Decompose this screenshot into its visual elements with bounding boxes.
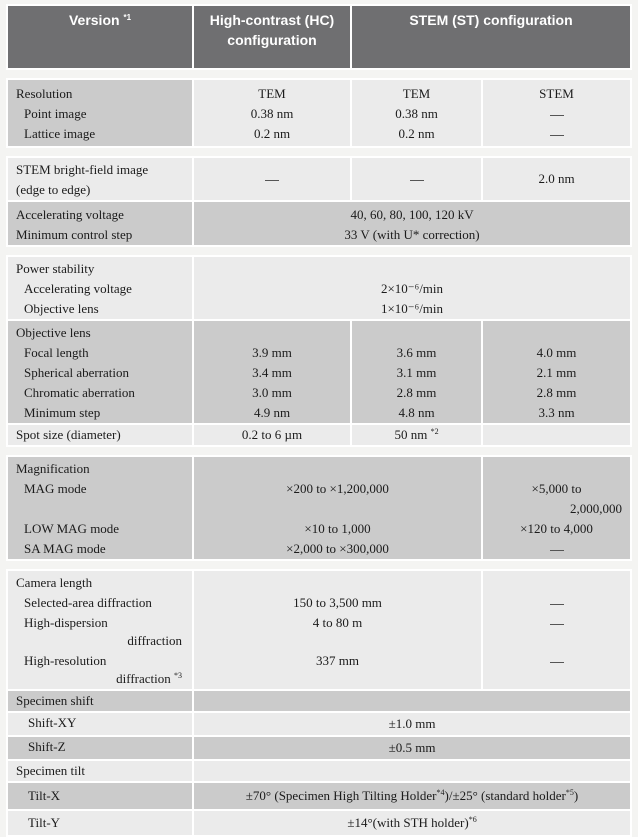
minimum-step-label: Minimum step xyxy=(24,405,101,420)
low-mag-st-value: ×120 to 4,000 xyxy=(520,521,593,536)
hr-value: 337 mm xyxy=(316,653,359,668)
stem-bf-label: STEM bright-field image xyxy=(16,162,149,177)
footnote-ref: *5 xyxy=(565,788,574,797)
min-control-step-label: Minimum control step xyxy=(16,227,133,242)
mag-row xyxy=(7,456,631,560)
power-value-cell xyxy=(193,256,631,320)
hd-label: High-dispersion xyxy=(24,615,108,630)
hc-point-value: 0.38 nm xyxy=(250,106,294,121)
accel-voltage-value: 40, 60, 80, 100, 120 kV xyxy=(350,207,474,222)
chromatic-hc: 3.0 mm xyxy=(252,385,292,400)
lattice-image-label: Lattice image xyxy=(24,126,96,141)
chromatic-aberration-label: Chromatic aberration xyxy=(24,385,135,400)
footnote-ref: *3 xyxy=(174,671,182,680)
resolution-row xyxy=(7,79,631,147)
footnote-ref: *4 xyxy=(436,788,445,797)
resolution-st-stem-cell xyxy=(482,79,631,147)
tilt-x-label: Tilt-X xyxy=(7,782,193,810)
sa-mag-label: SA MAG mode xyxy=(24,541,106,556)
mag-st-cell xyxy=(482,456,631,560)
st-tem-lattice-value: 0.2 nm xyxy=(398,126,435,141)
shift-z-label: Shift-Z xyxy=(7,736,193,760)
mag-value-cell xyxy=(193,456,482,560)
stem-bf-label-cell xyxy=(7,157,193,201)
camera-length-title: Camera length xyxy=(16,575,93,590)
spherical-st-tem: 3.1 mm xyxy=(396,365,437,380)
objective-title: Objective lens xyxy=(16,325,91,340)
shift-z-value: ±0.5 mm xyxy=(193,736,631,760)
camera-row xyxy=(7,570,631,690)
objective-hc-cell xyxy=(193,320,351,424)
mag-mode-value: ×200 to ×1,200,000 xyxy=(286,481,389,496)
tilt-x-text-b: )/±25° (standard holder xyxy=(444,788,566,803)
footnote-ref: *6 xyxy=(468,815,477,824)
sad-value: 150 to 3,500 mm xyxy=(293,595,382,610)
power-stability-title: Power stability xyxy=(16,261,95,276)
objective-st-tem-cell xyxy=(351,320,482,424)
dash-mark xyxy=(550,662,564,663)
objective-st-stem-cell xyxy=(482,320,631,424)
spherical-st-stem: 2.1 mm xyxy=(536,365,577,380)
shift-xy-label: Shift-XY xyxy=(7,712,193,736)
resolution-hc-cell xyxy=(193,79,351,147)
hc-header-line1: High-contrast (HC) xyxy=(209,12,335,28)
st-header xyxy=(351,5,631,69)
hd-label-line2: diffraction xyxy=(127,633,182,648)
specimen-tilt-title: Specimen tilt xyxy=(7,760,193,782)
tilt-y-text: ±14°(with STH holder) xyxy=(347,815,469,830)
hr-label: High-resolution xyxy=(24,653,107,668)
header-row xyxy=(7,5,631,69)
magnification-title: Magnification xyxy=(16,461,90,476)
tilt-title-row xyxy=(7,760,631,782)
camera-value-cell xyxy=(193,570,482,690)
tilt-x-value xyxy=(193,782,631,810)
st-tem-point-value: 0.38 nm xyxy=(395,106,438,121)
dash-mark xyxy=(410,180,424,181)
dash-mark xyxy=(550,550,564,551)
stem-bf-value: 2.0 nm xyxy=(482,157,631,201)
min-control-step-value: 33 V (with U* correction) xyxy=(344,227,480,242)
objective-row xyxy=(7,320,631,424)
resolution-title: Resolution xyxy=(16,86,73,101)
accel-value-cell xyxy=(193,201,631,246)
min-step-st-stem: 3.3 nm xyxy=(538,405,575,420)
spot-st-cell xyxy=(351,424,482,446)
sad-label: Selected-area diffraction xyxy=(24,595,152,610)
shift-title-row xyxy=(7,690,631,712)
st-header-label: STEM (ST) configuration xyxy=(409,12,573,28)
hc-header-line2: configuration xyxy=(227,32,317,48)
chromatic-st-stem: 2.8 mm xyxy=(536,385,577,400)
spec-table xyxy=(6,4,632,837)
accel-label-cell xyxy=(7,201,193,246)
low-mag-value: ×10 to 1,000 xyxy=(304,521,371,536)
hr-label-line2-text: diffraction xyxy=(116,671,171,686)
mag-st-value-line2: 2,000,000 xyxy=(570,501,623,516)
spot-label: Spot size (diameter) xyxy=(7,424,193,446)
hd-value: 4 to 80 m xyxy=(312,615,363,630)
camera-st-cell xyxy=(482,570,631,690)
power-obj-label: Objective lens xyxy=(24,301,99,316)
spot-row xyxy=(7,424,631,446)
stem-bf-sublabel: (edge to edge) xyxy=(16,182,91,197)
dash-mark xyxy=(550,604,564,605)
focal-length-st-stem: 4.0 mm xyxy=(536,345,577,360)
power-label-cell xyxy=(7,256,193,320)
dash-mark xyxy=(550,115,564,116)
version-header xyxy=(7,5,193,69)
spot-st-value: 50 nm xyxy=(394,427,428,442)
hc-header xyxy=(193,5,351,69)
st-stem-head: STEM xyxy=(539,86,574,101)
tilt-y-value xyxy=(193,810,631,836)
tilt-x-row xyxy=(7,782,631,810)
tilt-y-row xyxy=(7,810,631,836)
resolution-label-cell xyxy=(7,79,193,147)
chromatic-st-tem: 2.8 mm xyxy=(396,385,437,400)
mag-st-value-line1: ×5,000 to xyxy=(531,481,582,496)
tilt-x-text-c: ) xyxy=(573,788,579,803)
specimen-shift-title: Specimen shift xyxy=(7,690,193,712)
focal-length-hc: 3.9 mm xyxy=(252,345,292,360)
focal-length-label: Focal length xyxy=(24,345,89,360)
tilt-y-label: Tilt-Y xyxy=(7,810,193,836)
shift-xy-row xyxy=(7,712,631,736)
hc-tem-head: TEM xyxy=(258,86,286,101)
accel-voltage-label: Accelerating voltage xyxy=(16,207,124,222)
sa-mag-value: ×2,000 to ×300,000 xyxy=(286,541,389,556)
camera-label-cell xyxy=(7,570,193,690)
footnote-ref: *1 xyxy=(123,13,132,22)
stem-bf-row xyxy=(7,157,631,201)
point-image-label: Point image xyxy=(24,106,87,121)
power-row xyxy=(7,256,631,320)
dash-mark xyxy=(550,135,564,136)
accel-row xyxy=(7,201,631,246)
footnote-ref: *2 xyxy=(430,427,439,436)
version-label: Version xyxy=(68,12,120,28)
power-obj-value: 1×10⁻⁶/min xyxy=(380,301,444,316)
min-step-hc: 4.9 nm xyxy=(253,405,291,420)
st-tem-head: TEM xyxy=(402,86,431,101)
hr-label-line2 xyxy=(16,669,192,689)
focal-length-st-tem: 3.6 mm xyxy=(396,345,437,360)
shift-z-row xyxy=(7,736,631,760)
dash-mark xyxy=(550,624,564,625)
power-accel-label: Accelerating voltage xyxy=(24,281,132,296)
power-accel-value: 2×10⁻⁶/min xyxy=(380,281,444,296)
dash-mark xyxy=(265,180,279,181)
shift-xy-value: ±1.0 mm xyxy=(193,712,631,736)
spot-hc-value: 0.2 to 6 µm xyxy=(193,424,351,446)
tilt-x-text-a: ±70° (Specimen High Tilting Holder xyxy=(245,788,437,803)
objective-label-cell xyxy=(7,320,193,424)
low-mag-label: LOW MAG mode xyxy=(24,521,120,536)
spherical-aberration-label: Spherical aberration xyxy=(24,365,130,380)
mag-mode-label: MAG mode xyxy=(24,481,87,496)
mag-label-cell xyxy=(7,456,193,560)
spherical-hc: 3.4 mm xyxy=(252,365,292,380)
resolution-st-tem-cell xyxy=(351,79,482,147)
min-step-st-tem: 4.8 nm xyxy=(398,405,435,420)
hc-lattice-value: 0.2 nm xyxy=(253,126,291,141)
